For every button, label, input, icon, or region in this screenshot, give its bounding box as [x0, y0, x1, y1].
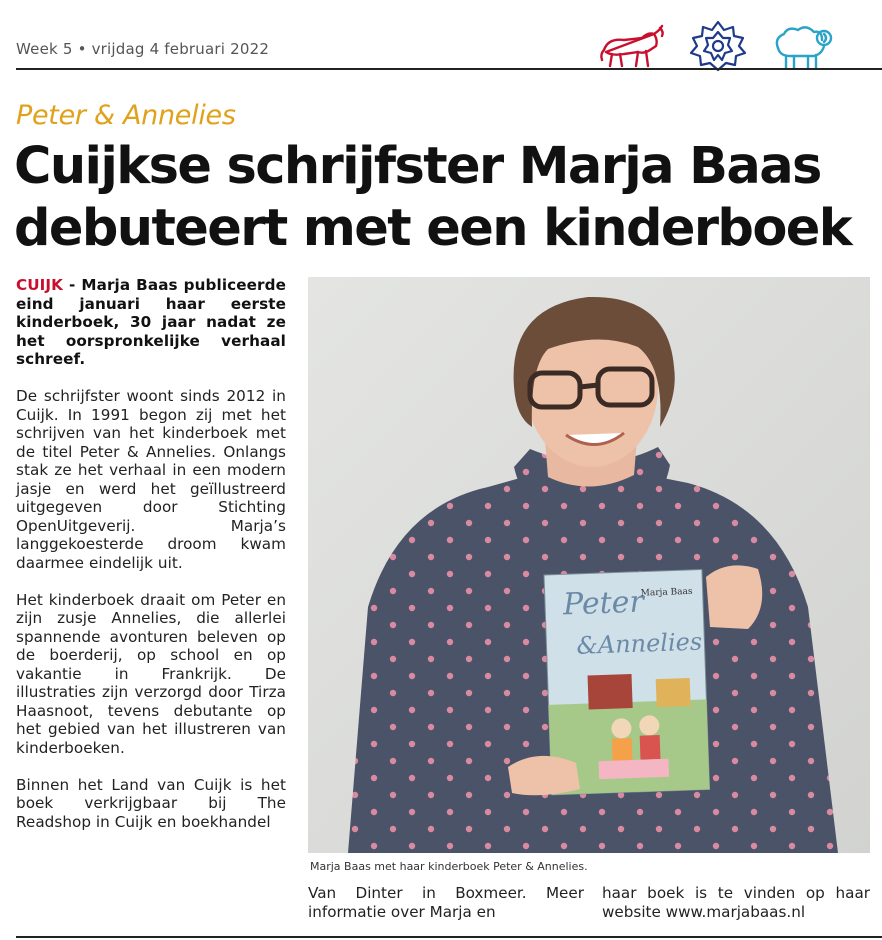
article-kicker: Peter & Annelies: [16, 100, 236, 131]
article-lead: [16, 276, 286, 369]
bull-icon: [598, 20, 666, 72]
book-author: Marja Baas: [640, 586, 693, 599]
header-divider: [16, 68, 882, 70]
book-title-line2: &Annelies: [576, 627, 703, 660]
photo-illustration: [308, 277, 870, 853]
article-column-middle: Van Dinter in Boxmeer. Meer informatie over Marja en: [308, 884, 584, 921]
lead-text: - Marja Baas publiceerde eind januari haar eerste kinderboek, 30 jaar nadat ze het oorspronkelijke verhaal schreef.: [16, 276, 286, 368]
headline-line-1: Cuijkse schrijfster Marja Baas: [14, 137, 821, 196]
paragraph-3: Binnen het Land van Cuijk is het boek verkrijgbaar bij The Readshop in Cuijk en boekhandel: [16, 775, 286, 831]
photo-caption: Marja Baas met haar kinderboek Peter & Annelies.: [310, 860, 588, 873]
footer-divider: [16, 936, 882, 938]
dateline: CUIJK: [16, 276, 64, 294]
paragraph-1: De schrijfster woont sinds 2012 in Cuijk. In 1991 begon zij met het schrijven van het kinderboek met de titel Peter & Annelies. Onlangs stak ze het verhaal in een modern jasje en werd het geïllustreerd uitgegeven door Stichting OpenUitgeverij. Marja’s langgekoesterde droom kwam daarmee eindelijk uit.: [16, 387, 286, 572]
article-photo: [308, 277, 870, 853]
star-emblem-icon: [684, 20, 752, 72]
article-column-right: haar boek is te vinden op haar website www.marjabaas.nl: [602, 884, 870, 921]
sheep-icon: [770, 20, 838, 72]
issue-date: Week 5 • vrijdag 4 februari 2022: [16, 40, 270, 58]
article-column-left: [16, 276, 286, 831]
article-headline: [14, 136, 880, 260]
book-title-line1: Peter: [562, 584, 645, 623]
headline-line-2: debuteert met een kinderboek: [14, 199, 852, 258]
paragraph-2: Het kinderboek draait om Peter en zijn zusje Annelies, die allerlei spannende avonturen beleven op de boerderij, op school en op vakantie in Frankrijk. De illustraties zijn verzorgd door Tirza Haasnoot, tevens debutante op het gebied van het illustreren van kinderboeken.: [16, 590, 286, 757]
page-header: [0, 0, 882, 70]
